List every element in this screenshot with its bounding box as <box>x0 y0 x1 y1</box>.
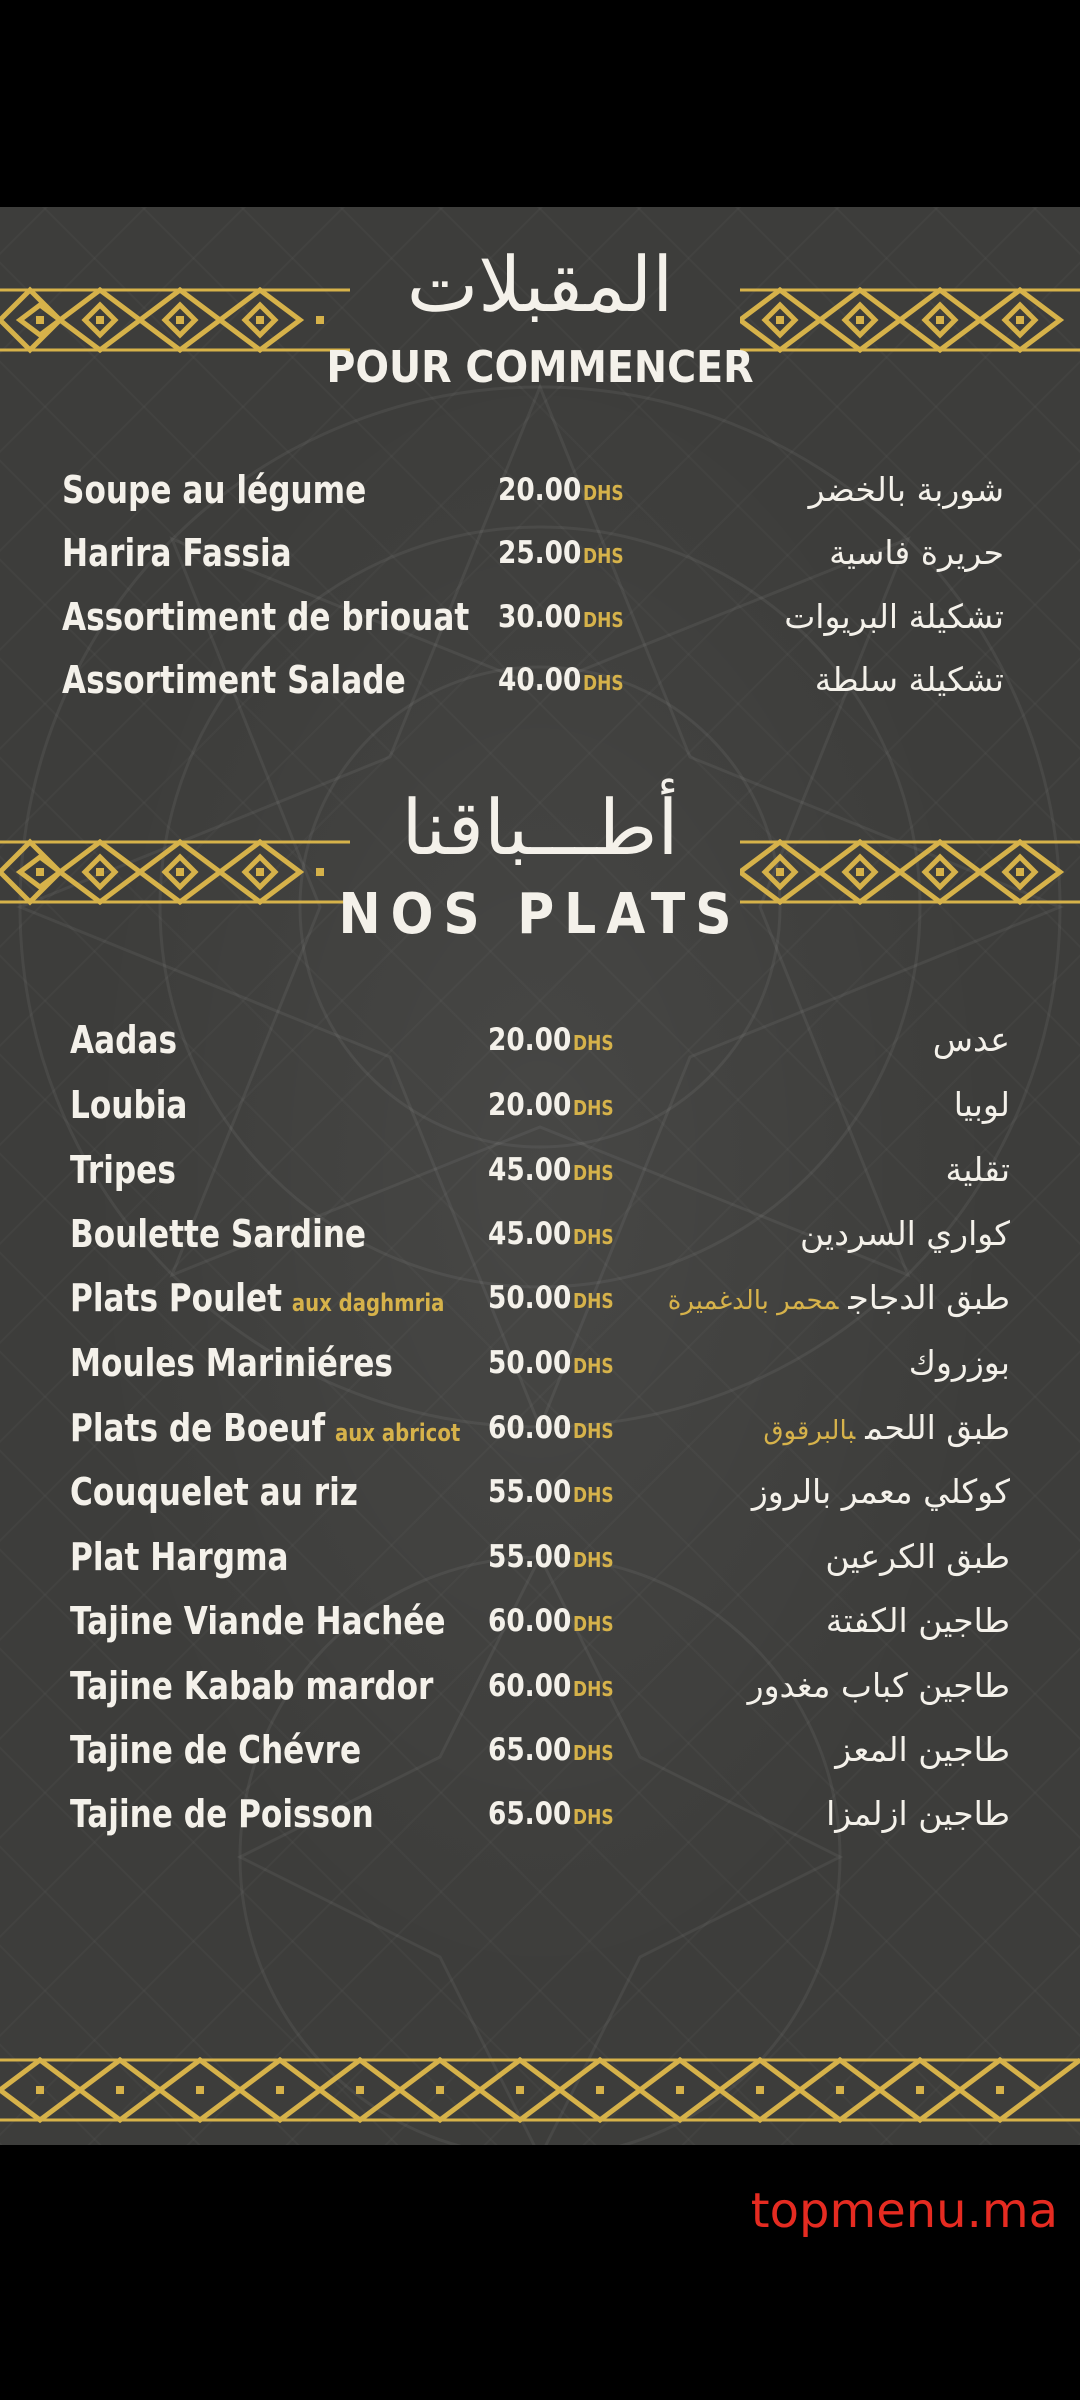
item-name-ar: طاجين الكفتة <box>825 1601 1010 1640</box>
menu-item <box>0 1333 1080 1393</box>
item-price: 60.00DHS <box>488 1410 614 1446</box>
menu-item <box>0 1656 1080 1716</box>
item-name-ar: شوربة بالخضر <box>808 470 1004 509</box>
item-note-ar: محمر بالدغميرة <box>667 1286 839 1316</box>
item-price: 65.00DHS <box>488 1796 614 1832</box>
item-name-fr: Tajine de Poisson <box>70 1792 374 1836</box>
item-price: 20.00DHS <box>488 1087 614 1123</box>
menu-item <box>0 1010 1080 1070</box>
section-title-ar: المقبلات <box>406 240 674 329</box>
menu-item <box>0 1591 1080 1651</box>
item-price: 55.00DHS <box>488 1474 614 1510</box>
item-price: 20.00DHS <box>498 472 624 508</box>
menu-item <box>0 1268 1080 1328</box>
item-price: 45.00DHS <box>488 1216 614 1252</box>
item-name-ar: تقلية <box>945 1150 1010 1189</box>
item-name-fr: Tajine Kabab mardor <box>70 1664 434 1708</box>
item-price: 25.00DHS <box>498 535 624 571</box>
item-name-fr: Tajine de Chévre <box>70 1728 362 1772</box>
item-name-fr: Assortiment Salade <box>62 658 406 702</box>
item-name-fr: Plat Hargma <box>70 1535 289 1579</box>
item-name-ar: حريرة فاسية <box>829 533 1004 572</box>
top-black-bar <box>0 0 1080 207</box>
item-name-fr: Harira Fassia <box>62 531 292 575</box>
menu-item <box>0 1784 1080 1844</box>
section-title-ar: أطـــباقنا <box>401 783 679 872</box>
item-name-ar: طاجين ازلمزا <box>826 1794 1010 1833</box>
menu-item <box>0 1204 1080 1264</box>
menu-item <box>0 1527 1080 1587</box>
item-price: 60.00DHS <box>488 1668 614 1704</box>
item-name-fr: Moules Mariniéres <box>70 1341 393 1385</box>
item-name-fr: Tripes <box>70 1148 176 1192</box>
menu-item <box>0 523 1080 583</box>
item-price: 30.00DHS <box>498 599 624 635</box>
item-name-fr: Loubia <box>70 1083 188 1127</box>
item-name-ar: كوكلي معمر بالروز <box>751 1472 1010 1511</box>
item-name-fr: Plats Poulet aux daghmria <box>70 1276 445 1320</box>
item-name-ar: كواري السردين <box>799 1214 1010 1253</box>
menu-item <box>0 1398 1080 1458</box>
item-name-fr: Tajine Viande Hachée <box>70 1599 446 1643</box>
menu-item <box>0 1462 1080 1522</box>
item-name-ar: طبق اللحمبالبرقوق <box>763 1408 1010 1447</box>
item-name-ar: بوزروك <box>908 1343 1010 1382</box>
item-price: 65.00DHS <box>488 1732 614 1768</box>
gold-border-bottom <box>0 2052 1080 2128</box>
item-name-fr: Soupe au légume <box>62 468 367 512</box>
watermark: topmenu.ma <box>750 2183 1058 2239</box>
item-name-fr: Plats de Boeuf aux abricot <box>70 1406 461 1450</box>
item-name-ar: لوبيا <box>953 1085 1010 1124</box>
menu-item <box>0 1140 1080 1200</box>
item-name-fr: Couquelet au riz <box>70 1470 358 1514</box>
item-note-fr: aux daghmria <box>291 1289 445 1317</box>
item-price: 50.00DHS <box>488 1345 614 1381</box>
item-price: 55.00DHS <box>488 1539 614 1575</box>
item-name-ar: عدس <box>932 1020 1010 1059</box>
item-price: 60.00DHS <box>488 1603 614 1639</box>
section-title-fr: NOS PLATS <box>338 882 742 947</box>
item-name-fr: Boulette Sardine <box>70 1212 367 1256</box>
menu-item <box>0 650 1080 710</box>
item-name-ar: طبق الدجاجمحمر بالدغميرة <box>667 1278 1010 1317</box>
item-price: 40.00DHS <box>498 662 624 698</box>
item-price: 50.00DHS <box>488 1280 614 1316</box>
item-name-ar: تشكيلة سلطة <box>814 660 1004 699</box>
item-name-ar: طاجين المعز <box>835 1730 1010 1769</box>
item-name-fr: Assortiment de briouat <box>62 595 470 639</box>
item-note-ar: بالبرقوق <box>763 1416 856 1446</box>
item-name-fr: Aadas <box>70 1018 178 1062</box>
item-name-ar: طبق الكرعين <box>825 1537 1010 1576</box>
menu-item <box>0 1075 1080 1135</box>
menu-item <box>0 460 1080 520</box>
menu-item <box>0 587 1080 647</box>
menu-item <box>0 1720 1080 1780</box>
item-price: 20.00DHS <box>488 1022 614 1058</box>
item-name-ar: تشكيلة البريوات <box>784 597 1004 636</box>
item-note-fr: aux abricot <box>335 1419 461 1447</box>
section-title-fr: POUR COMMENCER <box>326 342 754 393</box>
item-price: 45.00DHS <box>488 1152 614 1188</box>
item-name-ar: طاجين كباب مغدور <box>747 1666 1010 1705</box>
